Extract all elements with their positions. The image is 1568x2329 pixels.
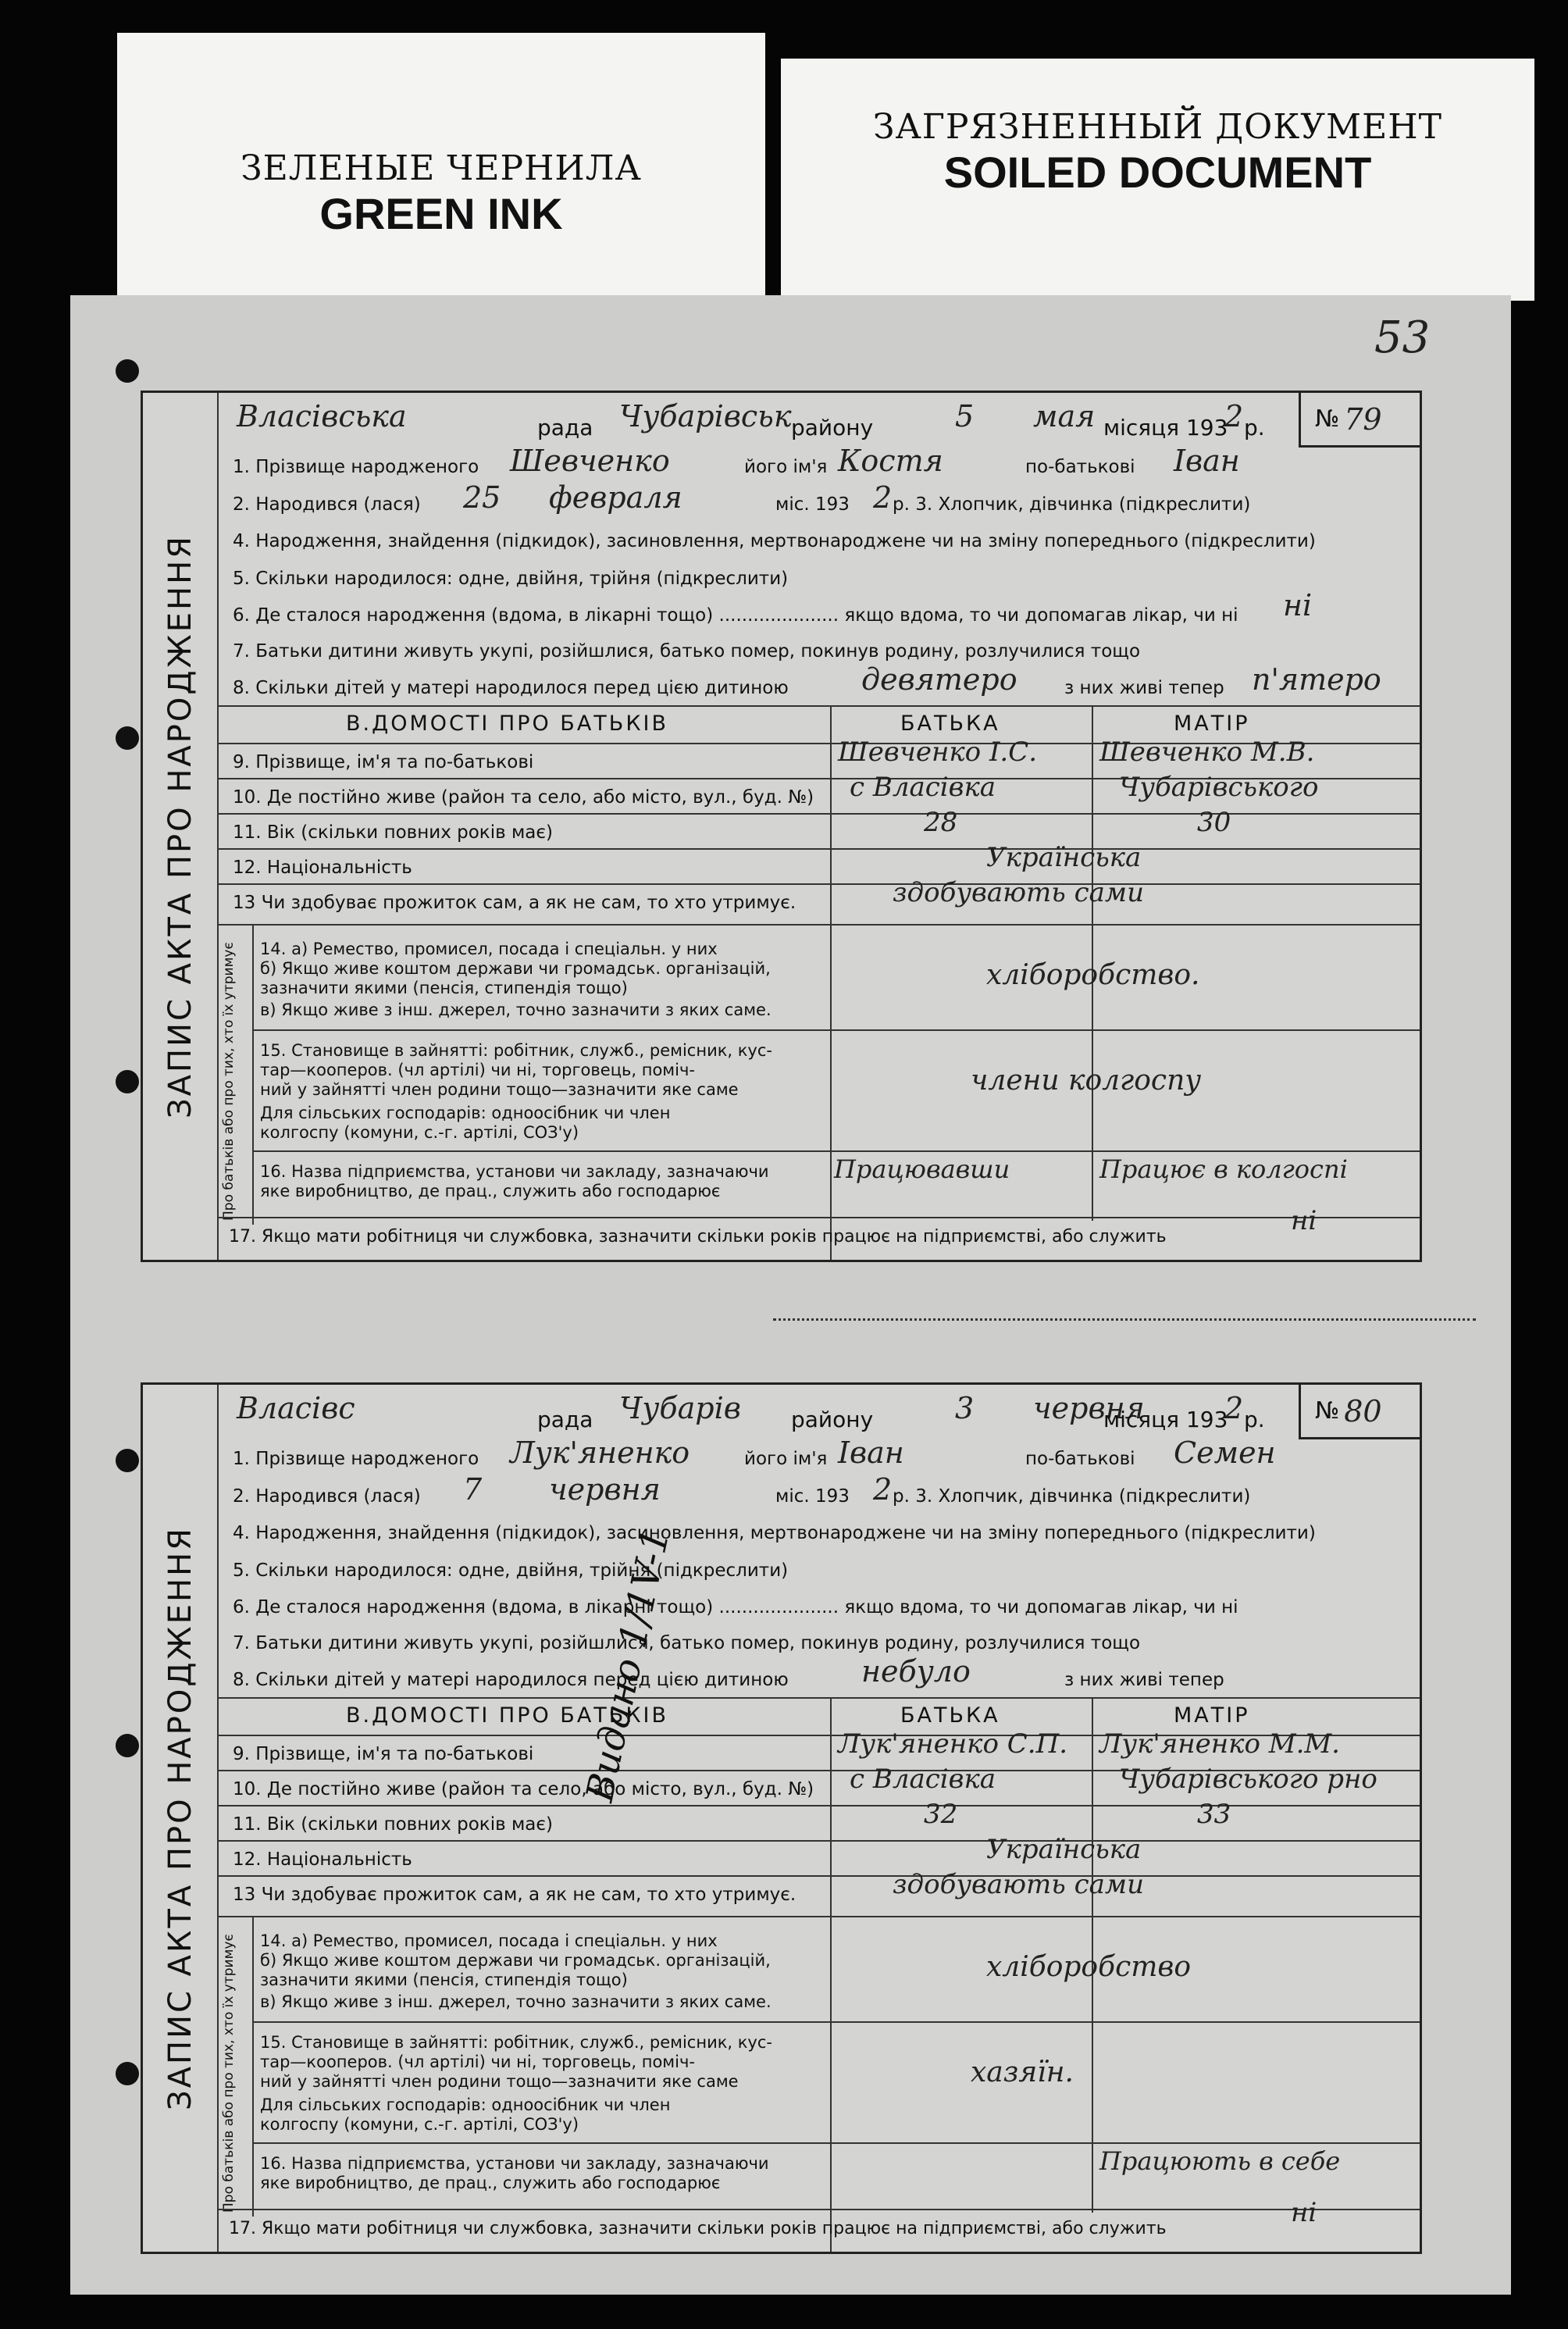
child-name-label: його ім'я [744, 1449, 828, 1469]
header-r-label: р. [1244, 415, 1265, 440]
father-age: 32 [924, 1799, 958, 1830]
header-day: 3 [955, 1391, 975, 1425]
field-p14a: 14. а) Ремество, промисел, посада і спеціальн. у них [260, 940, 718, 958]
field-p14d: в) Якщо живе з інш. джерел, точно зазначити з яких саме. [260, 1000, 772, 1019]
parent-field-p10: 10. Де постійно живе (район та село, або місто, вул., буд. №) [233, 1779, 814, 1799]
child-name: Костя [838, 444, 943, 478]
field-r6: 6. Де сталося народження (вдома, в лікарні тощо) ..................... якщо вдома, то чи допомагав лікар, чи ні [233, 1597, 1238, 1617]
gender-label: р. 3. Хлопчик, дівчинка (підкреслити) [893, 494, 1251, 515]
punch-hole [116, 1070, 139, 1093]
child-patronymic-label: по-батькові [1025, 1449, 1135, 1469]
side-title: ЗАПИС АКТА ПРО НАРОДЖЕННЯ [162, 1526, 198, 2110]
soiled-document-label [781, 59, 1534, 301]
child-surname: Шевченко [510, 444, 670, 478]
row-rule [252, 1150, 1420, 1152]
record-number: 79 [1344, 401, 1382, 437]
field-r1: 1. Прізвище народженого [233, 457, 479, 477]
field-p14c: зазначити якими (пенсія, стипендія тощо) [260, 1971, 628, 1989]
row-rule [217, 883, 1420, 885]
row-rule [217, 848, 1420, 850]
field-p17: 17. Якщо мати робітниця чи службовка, зазначити скільки років працює на підприємстві, або служить [229, 1227, 1167, 1247]
field-p15b: тар—кооперов. (чл артілі) чи ні, торговець, поміч- [260, 1061, 695, 1079]
row-rule [217, 1916, 1420, 1917]
nationality: Українська [986, 842, 1142, 873]
column-divider [830, 705, 832, 1260]
child-name: Іван [838, 1436, 904, 1470]
parent-field-p13: 13 Чи здобуває прожиток сам, а як не сам, то хто утримує. [233, 893, 796, 913]
birth-month: червня [549, 1472, 661, 1507]
child-patronymic: Семен [1174, 1436, 1276, 1470]
birth-month-label: міс. 193 [775, 494, 850, 515]
field-p15d: Для сільських господарів: одноосібник чи член [260, 2095, 671, 2114]
child-patronymic: Іван [1174, 444, 1240, 478]
sub-divider [252, 924, 254, 1225]
row-rule [252, 2021, 1420, 2023]
birth-year: 2 [873, 1472, 893, 1507]
mother-age: 30 [1197, 807, 1231, 838]
header-raion-label: району [791, 1407, 874, 1432]
field-r5: 5. Скільки народилося: одне, двійня, трійня (підкреслити) [233, 1560, 789, 1581]
row-rule [217, 813, 1420, 815]
field-p15a: 15. Становище в зайнятті: робітник, служб., ремісник, кус- [260, 2033, 772, 2052]
father-workplace: Працювавши [834, 1154, 1010, 1184]
section-title: В.ДОМОСТІ ПРО БАТЬКІВ [346, 1703, 668, 1728]
column-divider [830, 1697, 832, 2252]
header-raion-label: району [791, 415, 874, 440]
field-r5: 5. Скільки народилося: одне, двійня, трійня (підкреслити) [233, 569, 789, 589]
perforation-line [773, 1318, 1476, 1321]
field-p16b: яке виробництво, де прац., служить або господарює [260, 2174, 721, 2192]
mother-name: Лук'яненко М.М. [1099, 1728, 1340, 1760]
birth-year: 2 [873, 480, 893, 515]
field-p17: 17. Якщо мати робітниця чи службовка, зазначити скільки років працює на підприємстві, або служить [229, 2219, 1167, 2238]
side-title-panel [143, 393, 219, 1260]
field-r1: 1. Прізвище народженого [233, 1449, 479, 1469]
green-ink-label [117, 33, 765, 302]
father-column-header: БАТЬКА [900, 1703, 1000, 1728]
header-year: 2 [1224, 399, 1244, 433]
field-p16a: 16. Назва підприємства, установи чи закладу, зазначаючи [260, 1162, 769, 1181]
field-p15e: колгоспу (комуни, с.-г. артілі, СОЗ'у) [260, 1123, 579, 1142]
record-number-label: № [1315, 1397, 1340, 1425]
field-r6: 6. Де сталося народження (вдома, в лікарні тощо) ..................... якщо вдома, то чи допомагав лікар, чи ні [233, 605, 1238, 626]
table-top-rule [217, 1697, 1420, 1699]
green-ink-label-en: GREEN INK [319, 189, 563, 238]
soiled-document-label-en: SOILED DOCUMENT [943, 148, 1372, 197]
header-r-label: р. [1244, 1407, 1265, 1432]
punch-hole [116, 1449, 139, 1472]
father-age: 28 [924, 807, 958, 838]
field-p15b: тар—кооперов. (чл артілі) чи ні, торговець, поміч- [260, 2053, 695, 2071]
record-number-box [1299, 1385, 1420, 1439]
punch-hole [116, 2062, 139, 2085]
field-r7: 7. Батьки дитини живуть укупі, розійшлися, батько помер, покинув родину, розлучилися тощо [233, 641, 1141, 662]
side-note: Про батьків або про тих, хто їх утримує [221, 1934, 237, 2213]
livelihood: здобувають сами [893, 1869, 1144, 1900]
child-name-label: його ім'я [744, 457, 828, 477]
father-residence: с Власівка [850, 1764, 996, 1795]
birth-day: 25 [463, 480, 501, 515]
parent-field-p12: 12. Національність [233, 858, 412, 878]
field-r2: 2. Народився (лася) [233, 494, 421, 515]
prior-children: небуло [861, 1654, 971, 1689]
field-p15d: Для сільських господарів: одноосібник чи член [260, 1104, 671, 1122]
mother-residence: Чубарівського рно [1119, 1764, 1377, 1795]
field-p15c: ний у зайнятті член родини тощо—зазначити яке саме [260, 1080, 739, 1099]
mother-workplace: Працює в колгоспі [1099, 1154, 1348, 1184]
issued-stamp: Видано 1/1V-1 [578, 1525, 679, 1806]
field-p15e: колгоспу (комуни, с.-г. артілі, СОЗ'у) [260, 2115, 579, 2134]
nationality: Українська [986, 1834, 1142, 1865]
parent-field-p11: 11. Вік (скільки повних років має) [233, 822, 554, 843]
row-rule [252, 2142, 1420, 2144]
father-residence: с Власівка [850, 772, 996, 803]
side-title: ЗАПИС АКТА ПРО НАРОДЖЕННЯ [162, 534, 198, 1118]
parent-field-p10: 10. Де постійно живе (район та село, або місто, вул., буд. №) [233, 787, 814, 808]
gender-label: р. 3. Хлопчик, дівчинка (підкреслити) [893, 1486, 1251, 1507]
parent-field-p9: 9. Прізвище, ім'я та по-батькові [233, 752, 534, 772]
row-rule [217, 1875, 1420, 1877]
living-children: п'ятеро [1252, 662, 1381, 697]
record-number: 80 [1344, 1393, 1382, 1428]
living-children-label: з них живі тепер [1064, 678, 1224, 698]
parent-field-p9: 9. Прізвище, ім'я та по-батькові [233, 1744, 534, 1764]
field-p14b: б) Якщо живе коштом держави чи громадськ. організацій, [260, 1951, 771, 1970]
field-r8: 8. Скільки дітей у матері народилося перед цією дитиною [233, 678, 789, 698]
field-p15c: ний у зайнятті член родини тощо—зазначити яке саме [260, 2072, 739, 2091]
header-council-value: Власівс [237, 1391, 355, 1425]
field-r4: 4. Народження, знайдення (підкидок), засиновлення, мертвонароджене чи на зміну попереднього (підкреслити) [233, 1523, 1316, 1543]
occupation: хліборобство [986, 1951, 1192, 1983]
table-top-rule [217, 705, 1420, 707]
birth-record-form [141, 391, 1422, 1262]
header-month-label: місяця 193 [1103, 415, 1228, 440]
header-day: 5 [955, 399, 975, 433]
field-r7: 7. Батьки дитини живуть укупі, розійшлися, батько помер, покинув родину, розлучилися тощо [233, 1633, 1141, 1653]
header-raion-value: Чубарів [619, 1391, 741, 1425]
side-title-panel [143, 1385, 219, 2252]
employment-status: члени колгоспу [971, 1065, 1202, 1097]
mother-age: 33 [1197, 1799, 1231, 1830]
father-name: Лук'яненко С.П. [838, 1728, 1068, 1760]
field-p14a: 14. а) Ремество, промисел, посада і спеціальн. у них [260, 1931, 718, 1950]
mother-workplace: Працюють в себе [1099, 2146, 1341, 2176]
child-surname: Лук'яненко [510, 1436, 690, 1470]
row-rule [217, 1805, 1420, 1806]
mother-name: Шевченко М.В. [1099, 737, 1315, 768]
living-children-label: з них живі тепер [1064, 1670, 1224, 1690]
father-column-header: БАТЬКА [900, 712, 1000, 736]
punch-hole [116, 726, 139, 750]
doctor-value: ні [1283, 588, 1313, 622]
mother-column-header: МАТІР [1174, 712, 1250, 736]
row-rule [217, 1217, 1420, 1218]
child-patronymic-label: по-батькові [1025, 457, 1135, 477]
green-ink-label-ru: ЗЕЛЕНЫЕ ЧЕРНИЛА [241, 148, 642, 188]
employment-status: хазяїн. [971, 2056, 1074, 2088]
corner-mark: 53 [1374, 312, 1431, 363]
field-r2: 2. Народився (лася) [233, 1486, 421, 1507]
field-p16b: яке виробництво, де прац., служить або господарює [260, 1182, 721, 1200]
mother-employment: ні [1291, 1205, 1317, 1236]
parent-field-p11: 11. Вік (скільки повних років має) [233, 1814, 554, 1835]
row-rule [252, 1029, 1420, 1031]
row-rule [217, 2209, 1420, 2210]
occupation: хліборобство. [986, 959, 1200, 991]
header-month: червня [1033, 1391, 1145, 1425]
field-p15a: 15. Становище в зайнятті: робітник, служб., ремісник, кус- [260, 1041, 772, 1060]
soiled-document-label-ru: ЗАГРЯЗНЕННЫЙ ДОКУМЕНТ [873, 107, 1442, 147]
field-p14c: зазначити якими (пенсія, стипендія тощо) [260, 979, 628, 997]
mother-column-header: МАТІР [1174, 1703, 1250, 1728]
birth-month-label: міс. 193 [775, 1486, 850, 1507]
birth-record-form [141, 1382, 1422, 2254]
sub-divider [252, 1916, 254, 2217]
header-month: мая [1033, 399, 1096, 433]
side-note: Про батьків або про тих, хто їх утримує [221, 942, 237, 1221]
field-p16a: 16. Назва підприємства, установи чи закладу, зазначаючи [260, 2154, 769, 2173]
record-number-box [1299, 393, 1420, 448]
livelihood: здобувають сами [893, 877, 1144, 908]
mother-employment: ні [1291, 2197, 1317, 2228]
prior-children: девятеро [861, 662, 1017, 697]
field-r8: 8. Скільки дітей у матері народилося перед цією дитиною [233, 1670, 789, 1690]
header-month-label: місяця 193 [1103, 1407, 1228, 1432]
header-year: 2 [1224, 1391, 1244, 1425]
field-p14d: в) Якщо живе з інш. джерел, точно зазначити з яких саме. [260, 1992, 772, 2011]
record-number-label: № [1315, 405, 1340, 433]
header-rada-label: рада [537, 1407, 593, 1432]
row-rule [217, 924, 1420, 926]
birth-day: 7 [463, 1472, 483, 1507]
header-raion-value: Чубарівськ [619, 399, 792, 433]
row-rule [217, 1840, 1420, 1842]
field-p14b: б) Якщо живе коштом держави чи громадськ. організацій, [260, 959, 771, 978]
field-r4: 4. Народження, знайдення (підкидок), засиновлення, мертвонароджене чи на зміну попереднього (підкреслити) [233, 531, 1316, 551]
parent-field-p12: 12. Національність [233, 1849, 412, 1870]
parent-field-p13: 13 Чи здобуває прожиток сам, а як не сам, то хто утримує. [233, 1885, 796, 1905]
header-council-value: Власівська [237, 399, 407, 433]
father-name: Шевченко І.С. [838, 737, 1038, 768]
birth-month: февраля [549, 480, 682, 515]
mother-residence: Чубарівського [1119, 772, 1319, 803]
section-title: В.ДОМОСТІ ПРО БАТЬКІВ [346, 712, 668, 736]
punch-hole [116, 1734, 139, 1757]
punch-hole [116, 359, 139, 383]
header-rada-label: рада [537, 415, 593, 440]
